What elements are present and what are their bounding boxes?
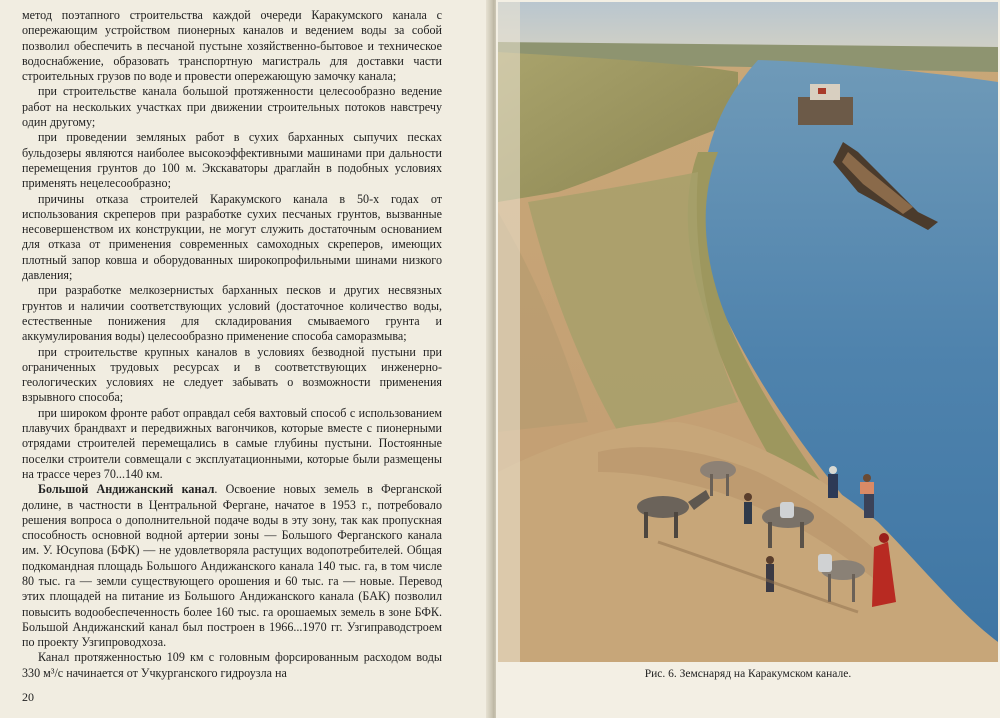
left-page (0, 0, 490, 718)
paragraph-2: при строительстве канала большой протяженности целесообразно ведение работ на нескольких участках при движении строительных потоков навстречу один другому; (22, 84, 442, 130)
paragraph-3: при проведении земляных работ в сухих барханных сыпучих песках бульдозеры являются наиболее высокоэффективными машинами при дальности перемещения грунтов до 100 м. Экскаваторы драглайн в подобных условиях применять нецелесообразно; (22, 130, 442, 191)
page-number: 20 (22, 690, 34, 704)
paragraph-7: при широком фронте работ оправдал себя вахтовый способ с использованием плавучих брандвахт и передвижных вагончиков, которые вместе с пионерными отрядами строителей перемещались в самые глубины пустыни. Постоянные поселки строители совмещали с эксплуатационными, которые были размещены на трассе через 70...140 км. (22, 405, 442, 481)
paragraph-6: при строительстве крупных каналов в условиях безводной пустыни при ограниченных трудовых ресурсах и в соответствующих инженерно-геологических условиях не следует забывать о возможности применения взрывного способа; (22, 344, 442, 405)
paragraph-5: при разработке мелкозернистых барханных песков и других несвязных грунтов и наличии соответствующих условий (достаточное количество воды, естественные понижения для складирования смываемого грунта и аккумулирования воды) целесообразно применение способа саморазмыва; (22, 283, 442, 344)
last-paragraph: Канал протяженностью 109 км с головным форсированным расходом воды 330 м³/с начинается от Учкурганского гидроузла на (22, 650, 442, 680)
section-heading: Большой Андижанский канал (38, 482, 215, 497)
section-body: . Освоение новых земель в Ферганской долине, в частности в Центральной Фергане, начатое в 1953 г., потребовало решения вопроса о дополнительной подаче воды в эту зону, так как пропускная способность основной водной артерии зоны — Большого Ферганского канала им. У. Юсупова (БФК) — не удовлетворяла растущих водопотребителей. Общая подкомандная площадь Большого Андижанского канала 140 тыс. га, в том числе 80 тыс. га — земли существующего орошения и 60 тыс. га — новые. Перевод этих площадей на питание из Большого Андижанского канала (БАК) позволил повысить водообеспеченность более 160 тыс. га орошаемых земель в зоне БФК. Большой Андижанский канал был построен в 1966...1970 гг. Узгиправодстроем по проекту Узгипроводхоза. (22, 482, 442, 650)
canal-photo-illustration (498, 2, 998, 662)
paragraph-4: причины отказа строителей Каракумского канала в 50-х годах от использования скреперов при разработке сухих песчаных грунтов, вызванные несовершенством их конструкции, не могут служить достаточным основанием для отказа от применения современных самоходных скреперов, имеющих плотный запор ковша и оборудованных широкопрофильными шинами низкого давления; (22, 191, 442, 283)
paragraph-1: метод поэтапного строительства каждой очереди Каракумского канала с опережающим устройством пионерных каналов и ведением воды за собой позволил обеспечить в песчаной пустыне хозяйственно-бытовое и техническое водоснабжение, образовать транспортную магистраль для доставки части строительных грузов по воде и провести опережающую замочку канала; (22, 8, 442, 84)
figure-caption: Рис. 6. Земснаряд на Каракумском канале. (644, 668, 852, 680)
canal-photo (498, 2, 998, 662)
section-paragraph (22, 482, 442, 650)
left-page-text (22, 8, 442, 681)
